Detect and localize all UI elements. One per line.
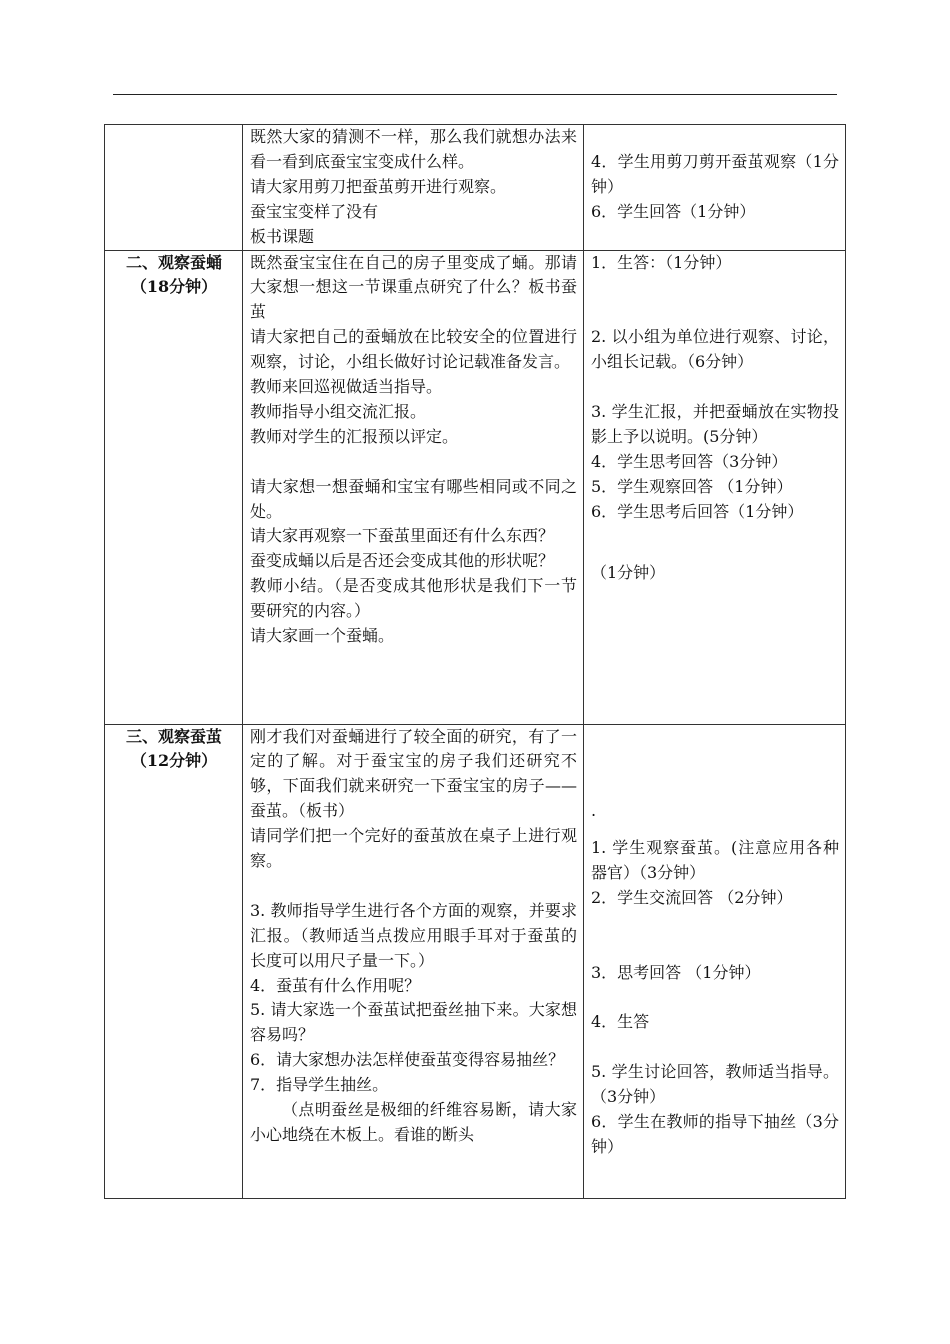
student-line: 2．学生交流回答 （2分钟）: [591, 887, 793, 907]
student-line: 6．学生在教师的指导下抽丝（3分钟）: [591, 1112, 839, 1156]
teacher-line: 刚才我们对蚕蛹进行了较全面的研究，有了一定的了解。对于蚕宝宝的房子我们还研究不够，下面我们就来研究一下蚕宝宝的房子——蚕茧。（板书）: [250, 726, 577, 821]
teacher-line: 请大家再观察一下蚕茧里面还有什么东西？: [250, 526, 555, 546]
student-line: 6．学生回答（1分钟）: [591, 201, 756, 221]
teacher-activity-cell: [243, 250, 584, 724]
teacher-line: 蚕宝宝变样了没有: [250, 201, 379, 221]
student-line: 5. 学生讨论回答，教师适当指导。（3分钟）: [591, 1062, 839, 1107]
student-activity-cell: [584, 250, 846, 724]
student-line: 2. 以小组为单位进行观察、讨论，小组长记载。（6分钟）: [591, 327, 839, 372]
teacher-line: 板书课题: [250, 226, 315, 246]
student-line: （1分钟）: [591, 563, 666, 583]
teacher-line: （点明蚕丝是极细的纤维容易断，请大家小心地绕在木板上。看谁的断头: [250, 1100, 577, 1145]
student-line: 3. 学生汇报，并把蚕蛹放在实物投影上予以说明。(5分钟）: [591, 401, 839, 446]
teacher-activity-cell: [243, 724, 584, 1198]
teacher-line: 既然大家的猜测不一样，那么我们就想办法来看一看到底蚕宝宝变成什么样。: [250, 127, 577, 171]
student-line: 5．学生观察回答 （1分钟）: [591, 476, 793, 496]
section-cell: [105, 724, 243, 1198]
teacher-line: 请大家想一想蚕蛹和宝宝有哪些相同或不同之处。: [250, 476, 577, 521]
header-rule: [113, 94, 837, 95]
student-line: 4．学生思考回答（3分钟）: [591, 451, 788, 471]
table-row: [105, 724, 846, 1198]
section-title: 二、观察蚕蛹（18分钟）: [125, 252, 222, 297]
teacher-line: 教师小结。（是否变成其他形状是我们下一节要研究的内容。）: [250, 576, 577, 621]
teacher-line: 蚕变成蛹以后是否还会变成其他的形状呢？: [250, 551, 555, 571]
student-line: 3．思考回答 （1分钟）: [591, 962, 761, 982]
table-row: [105, 250, 846, 724]
table-row: [105, 125, 846, 251]
student-line: 4．学生用剪刀剪开蚕茧观察（1分钟）: [591, 151, 839, 196]
teacher-line: 请大家用剪刀把蚕茧剪开进行观察。: [250, 176, 507, 196]
teacher-line: 请大家画一个蚕蛹。: [250, 626, 395, 646]
student-line: 1．生答：（1分钟）: [591, 252, 732, 272]
teacher-line: 请大家把自己的蚕蛹放在比较安全的位置进行观察，讨论，小组长做好讨论记载准备发言。: [250, 327, 577, 372]
teacher-line: 请同学们把一个完好的蚕茧放在桌子上进行观察。: [250, 826, 577, 871]
section-title: 三、观察蚕茧（12分钟）: [125, 726, 222, 771]
teacher-line: 5. 请大家选一个蚕茧试把蚕丝抽下来。大家想容易吗？: [250, 1000, 577, 1045]
student-line: 1. 学生观察蚕茧。(注意应用各种器官）（3分钟）: [591, 838, 839, 883]
teacher-line: 教师对学生的汇报预以评定。: [250, 426, 459, 446]
student-activity-cell: [584, 125, 846, 251]
teacher-line: 既然蚕宝宝住在自己的房子里变成了蛹。那请大家想一想这一节课重点研究了什么？板书蚕茧: [250, 252, 577, 322]
teacher-line: 4．蚕茧有什么作用呢？: [250, 975, 421, 995]
student-line: 4．生答: [591, 1012, 650, 1032]
teacher-line: 教师指导小组交流汇报。: [250, 401, 427, 421]
teacher-activity-cell: [243, 125, 584, 251]
student-activity-cell: [584, 724, 846, 1198]
teacher-line: 教师来回巡视做适当指导。: [250, 377, 443, 397]
student-line: .: [591, 801, 597, 821]
student-line: 6．学生思考后回答（1分钟）: [591, 501, 804, 521]
section-cell: [105, 250, 243, 724]
teacher-line: 6．请大家想办法怎样使蚕茧变得容易抽丝？: [250, 1050, 565, 1070]
lesson-plan-table: [104, 124, 846, 1199]
teacher-line: 3. 教师指导学生进行各个方面的观察，并要求汇报。（教师适当点拨应用眼手耳对于蚕茧的长度可以用尺子量一下。）: [250, 900, 577, 970]
section-cell: [105, 125, 243, 251]
teacher-line: 7．指导学生抽丝。: [250, 1075, 389, 1095]
